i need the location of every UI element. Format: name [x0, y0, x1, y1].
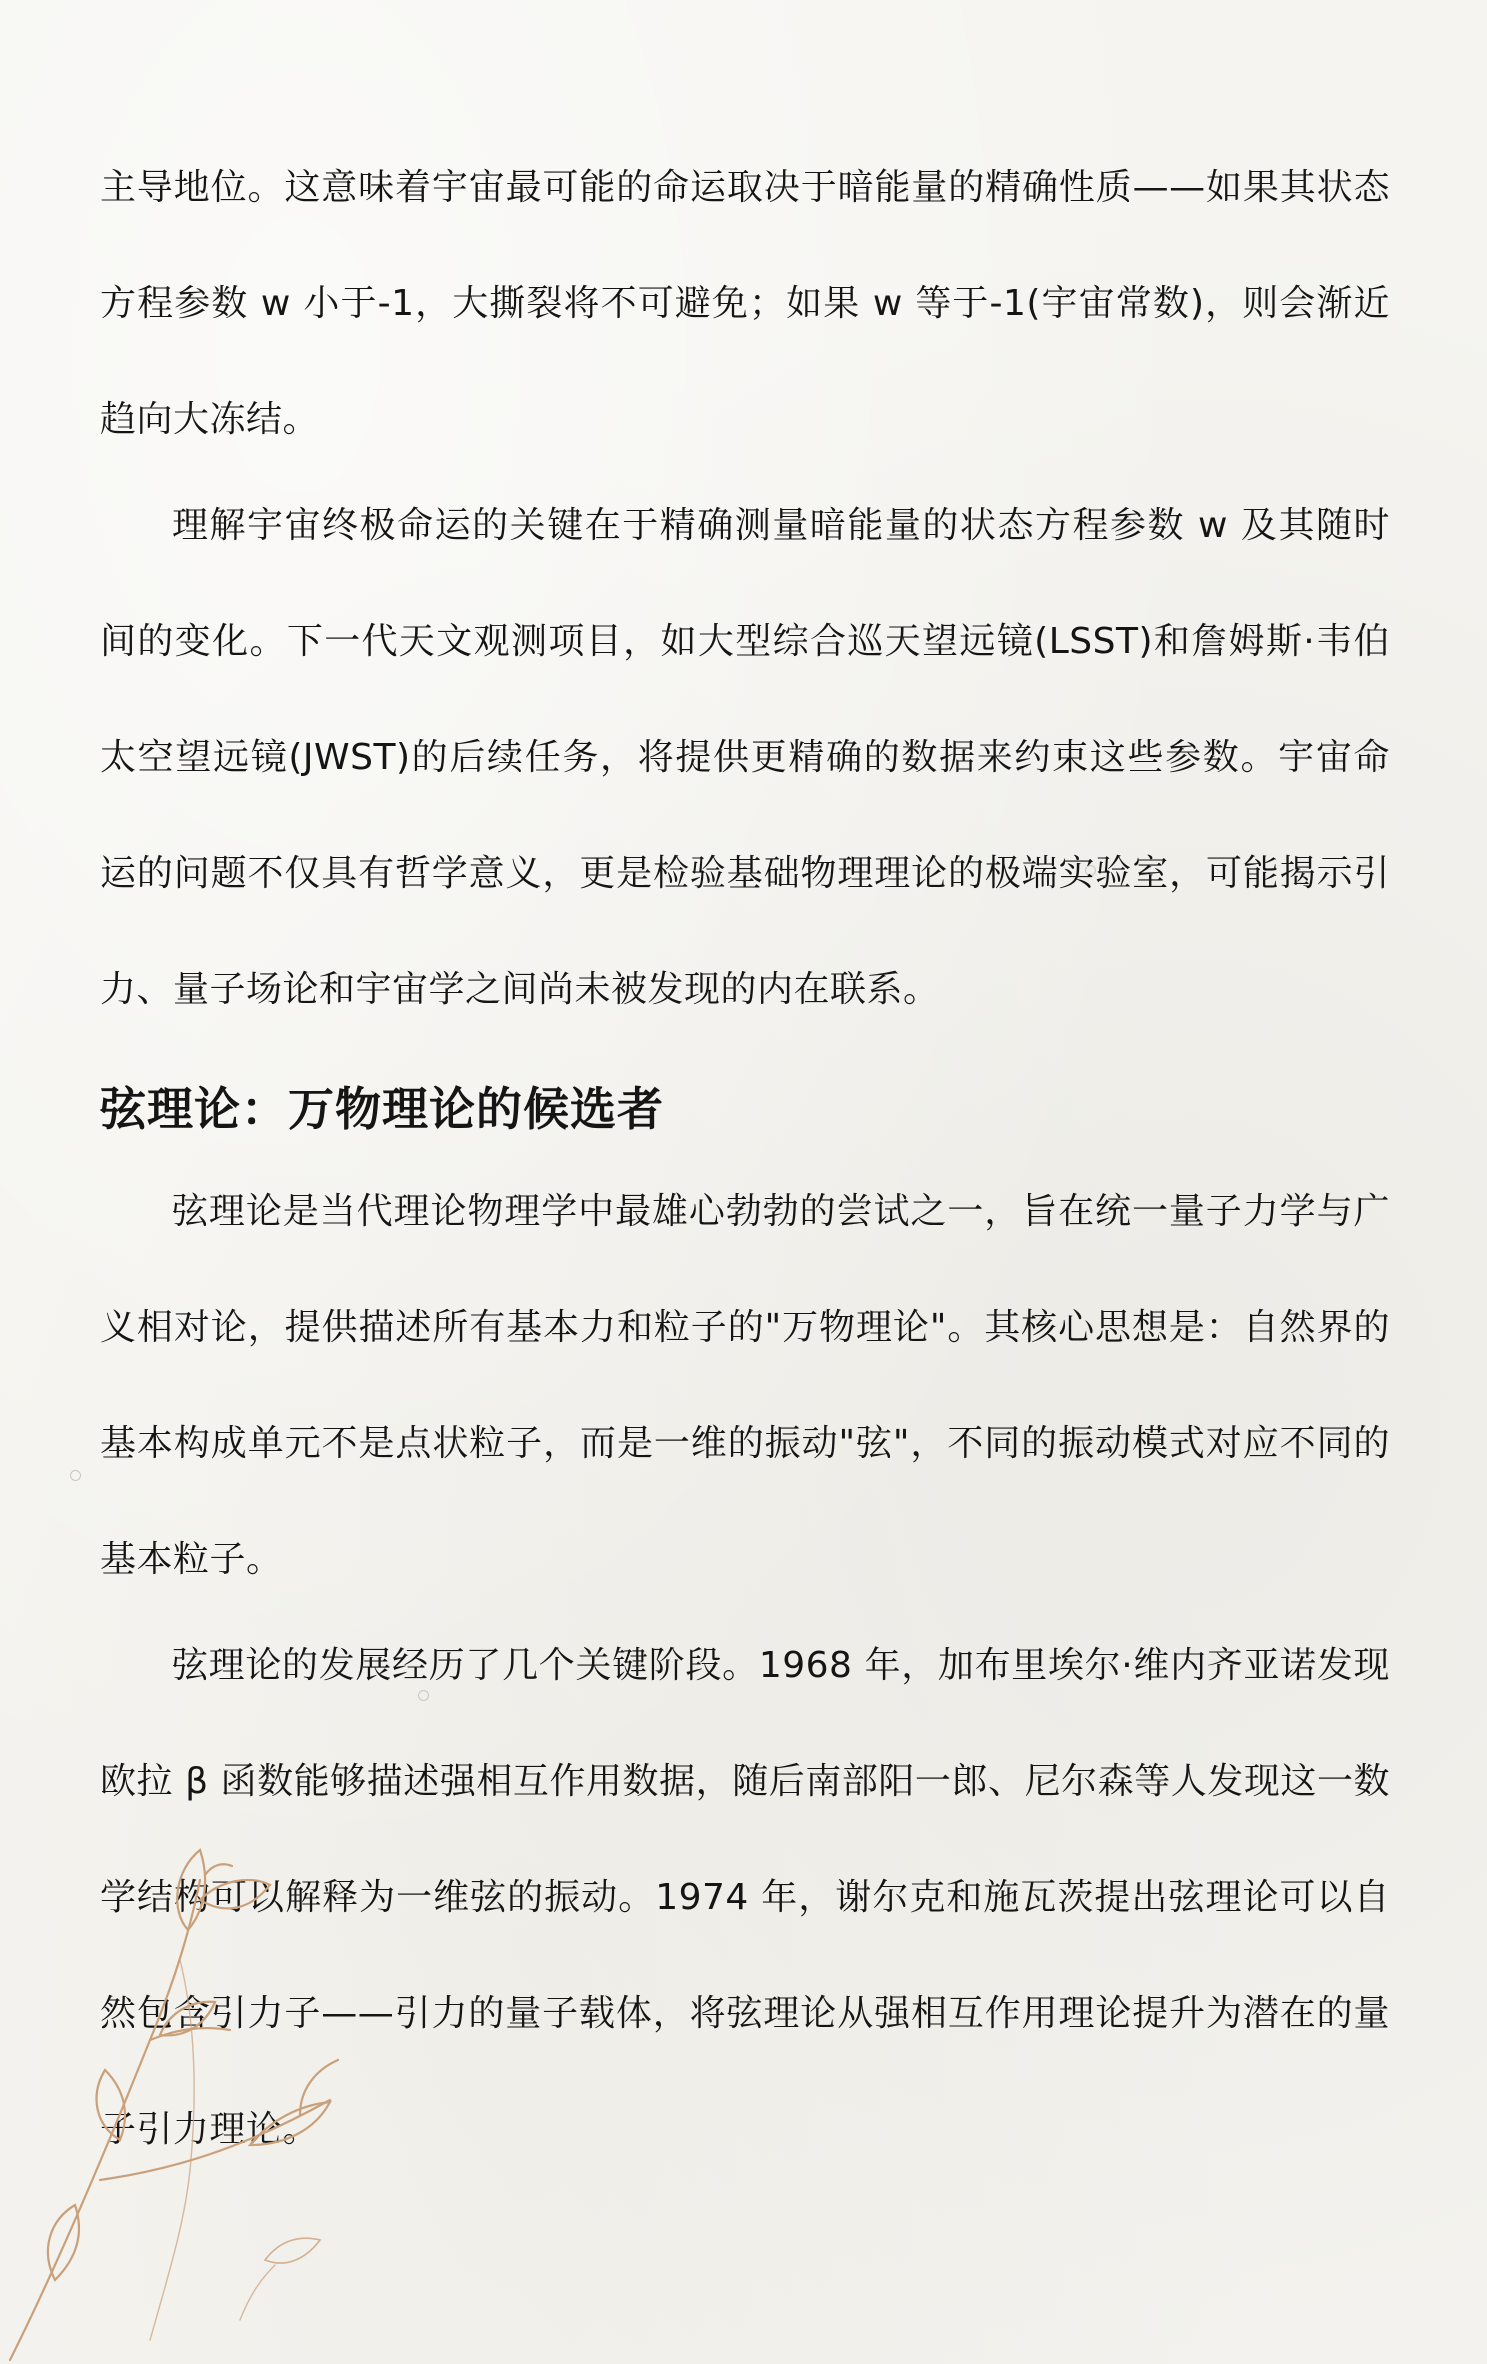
paragraph-string-theory-history: 弦理论的发展经历了几个关键阶段。1968 年，加布里埃尔·维内齐亚诺发现欧拉 β 函数能够描述强相互作用数据，随后南部阳一郎、尼尔森等人发现这一数学结构可以解释为一维弦的振动。1974 年，谢尔克和施瓦茨提出弦理论可以自然包含引力子——引力的量子载体，将弦理论从强相互作用理论提升为潜在的量子引力理论。	[100, 1645, 1390, 2150]
paper-speck	[70, 1470, 81, 1481]
paragraph-string-theory-intro: 弦理论是当代理论物理学中最雄心勃勃的尝试之一，旨在统一量子力学与广义相对论，提供描述所有基本力和粒子的"万物理论"。其核心思想是：自然界的基本构成单元不是点状粒子，而是一维的振动"弦"，不同的振动模式对应不同的基本粒子。	[100, 1191, 1390, 1580]
paragraph-continuation: 主导地位。这意味着宇宙最可能的命运取决于暗能量的精确性质——如果其状态方程参数 w 小于-1，大撕裂将不可避免；如果 w 等于-1(宇宙常数)，则会渐近趋向大冻结。	[100, 167, 1390, 440]
paragraph-dark-energy: 理解宇宙终极命运的关键在于精确测量暗能量的状态方程参数 w 及其随时间的变化。下一代天文观测项目，如大型综合巡天望远镜(LSST)和詹姆斯·韦伯太空望远镜(JWST)的后续任务，将提供更精确的数据来约束这些参数。宇宙命运的问题不仅具有哲学意义，更是检验基础物理理论的极端实验室，可能揭示引力、量子场论和宇宙学之间尚未被发现的内在联系。	[100, 505, 1390, 1010]
botanical-line-art-icon	[0, 1840, 420, 2364]
section-heading: 弦理论：万物理论的候选者	[100, 1082, 664, 1136]
